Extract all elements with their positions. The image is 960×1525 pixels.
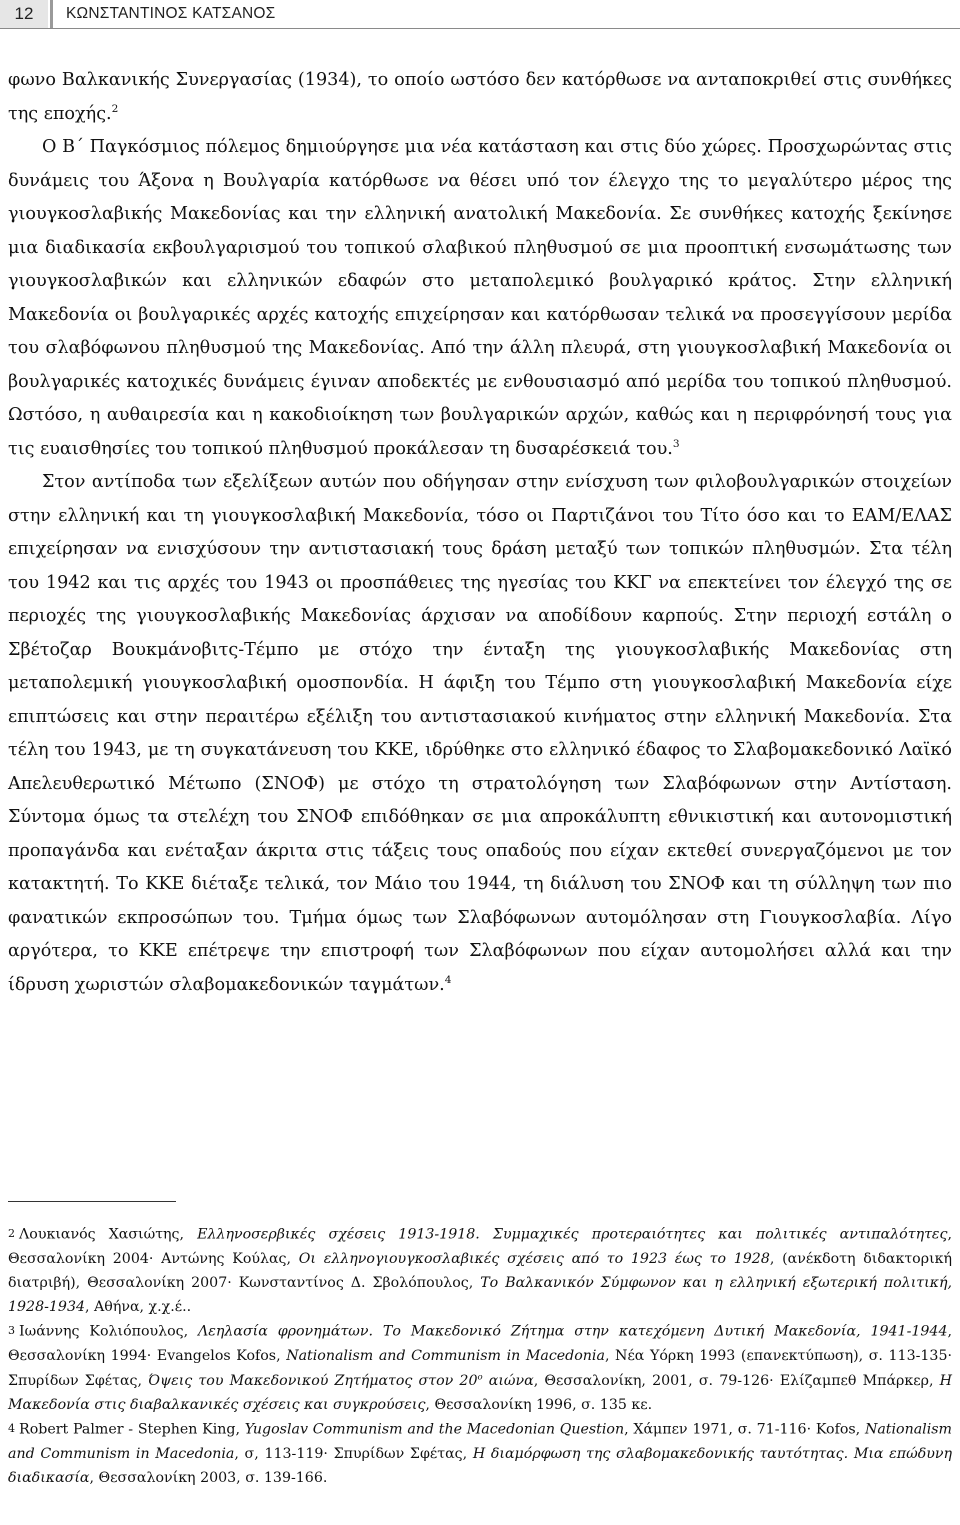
header-divider: [50, 0, 53, 28]
paragraph-3: [8, 466, 952, 1002]
footnote-text: , Θεσσαλονίκη, 2001, σ. 79-126· Ελίζαμπεθ Μπάρκερ,: [533, 1372, 940, 1389]
footnote-text: , Θεσσαλονίκη 1996, σ. 135 κε.: [425, 1396, 653, 1413]
footnote-text: , σ, 113-119· Σπυρίδων Σφέτας,: [234, 1445, 473, 1462]
paragraph-2: [8, 131, 952, 466]
footnote-text: , Νέα Υόρκη 1993 (επανεκτύπωση), σ. 113-135· Σπυρίδων Σφέτας,: [8, 1348, 952, 1389]
paragraph-3-text: Στον αντίποδα των εξελίξεων αυτών που οδήγησαν στην ενίσχυση των φιλοβουλγαρικών στοιχείων στην ελληνική και τη γιουγκοσλαβική Μακεδονία, τόσο οι Παρτιζάνοι του Τίτο όσο και το ΕΑΜ/ΕΛΑΣ επιχείρησαν να ενισχύσουν την αντιστασιακή τους δράση μεταξύ των τοπικών πληθυσμών. Στα τέλη του 1942 και τις αρχές του 1943 οι προσπάθειες της ηγεσίας του ΚΚΓ να επεκτείνει τον έλεγχό της σε περιοχές της γιουγκοσλαβικής Μακεδονίας άρχισαν να αποδίδουν καρπούς. Στην περιοχή εστάλη ο Σβέτοζαρ Βουκμάνοβιτς-Τέμπο με στόχο την ένταξη της γιουγκοσλαβικής Μακεδονίας στη μεταπολεμική γιουγκοσλαβική ομοσπονδία. Η άφιξη του Τέμπο στη γιουγκοσλαβική Μακεδονία είχε επιπτώσεις και στην περαιτέρω εξέλιξη του αντιστασιακού κινήματος στην ελληνική Μακεδονία. Στα τέλη του 1943, με τη συγκατάνευση του ΚΚΕ, ιδρύθηκε στο ελληνικό έδαφος το Σλαβομακεδονικό Λαϊκό Απελευθερωτικό Μέτωπο (ΣΝΟΦ) με στόχο τη στρατολόγηση των Σλαβόφωνων στην Αντίσταση. Σύντομα όμως τα στελέχη του ΣΝΟΦ επιδόθηκαν σε μια απροκάλυπτη εθνικιστική και αυτονομιστική προπαγάνδα και ενέταξαν άκριτα στις τάξεις τους οπαδούς που είχαν εκτεθεί συνεργαζόμενοι με τον κατακτητή. Το ΚΚΕ διέταξε τελικά, τον Μάιο του 1944, τη διάλυση του ΣΝΟΦ και τη σύλληψη των πιο φανατικών εκπροσώπων του. Τμήμα όμως των Σλαβόφωνων αυτομόλησαν στη Γιουγκοσλαβία. Λίγο αργότερα, το ΚΚΕ επέτρεψε την επιστροφή των Σλαβόφωνων που είχαν αυτομολήσει αλλά και την ίδρυση χωριστών σλαβομακεδονικών ταγμάτων.: [8, 472, 952, 995]
footnote-work-title-part: αιώνα: [482, 1372, 534, 1389]
footnote-ref-4[interactable]: 4: [444, 973, 452, 986]
footnote-text: , Θεσσαλονίκη 2003, σ. 139-166.: [89, 1470, 328, 1486]
header-rule: [0, 28, 960, 29]
running-title: ΚΩΝΣΤΑΝΤΙΝΟΣ ΚΑΤΣΑΝΟΣ: [66, 5, 276, 22]
footnote-4: [8, 1417, 952, 1490]
footnote-text: , Χάμπεν 1971, σ. 71-116· Kofos,: [624, 1421, 865, 1438]
footnote-3: [8, 1319, 952, 1416]
footnote-ref-3[interactable]: 3: [672, 437, 680, 450]
page-number: 12: [0, 0, 48, 28]
footnote-text: , (ανέκδοτη διδακτορική διατριβή), Θεσσαλονίκη 2007· Κωνσταντίνος Δ. Σβολόπουλος,: [8, 1250, 952, 1292]
footnotes: [8, 1222, 952, 1490]
body-text: [8, 64, 952, 1002]
footnote-text: , Θεσσαλονίκη 1994· Evangelos Kofos,: [8, 1324, 953, 1365]
footnote-work-title: Nationalism and Communism in Macedonia: [286, 1348, 605, 1365]
footnote-work-title: Ελληνοσερβικές σχέσεις 1913-1918. Συμμαχικές προτεραιότητες και πολιτικές αντιπαλότητες: [197, 1226, 948, 1243]
footnote-text: Ιωάννης Κολιόπουλος,: [19, 1324, 199, 1341]
footnote-number: 3: [8, 1324, 16, 1338]
footnote-work-title: Η Μακεδονία στις διαβαλκανικές σχέσεις και συγκρούσεις: [8, 1372, 952, 1413]
footnote-text: , Θεσσαλονίκη 2004· Αντώνης Κούλας,: [8, 1226, 952, 1267]
footnote-ref-2[interactable]: 2: [111, 102, 119, 115]
ordinal-superscript: ο: [477, 1372, 483, 1382]
footnote-number: 4: [8, 1421, 16, 1435]
footnote-work-title: Η διαμόρφωση της σλαβομακεδονικής ταυτότητας. Μια επώδυνη διαδικασία: [8, 1445, 952, 1486]
footnote-work-title: Yugoslav Communism and the Macedonian Question: [244, 1421, 625, 1438]
footnote-work-title: Nationalism and Communism in Macedonia: [8, 1421, 952, 1462]
footnote-text: Robert Palmer - Stephen King,: [19, 1421, 245, 1438]
footnote-work-title: Το Βαλκανικόν Σύμφωνον και η ελληνική εξωτερική πολιτική, 1928-1934: [8, 1275, 952, 1316]
footnote-work-title: Λεηλασία φρονημάτων. Το Μακεδονικό Ζήτημα στην κατεχόμενη Δυτική Μακεδονία, 1941-1944: [198, 1324, 948, 1341]
footnote-work-title: [148, 1373, 534, 1389]
footnote-work-title-part: Όψεις του Μακεδονικού Ζητήματος στον 20: [148, 1372, 478, 1389]
footnote-number: 2: [8, 1227, 16, 1240]
paragraph-1-text: φωνο Βαλκανικής Συνεργασίας (1934), το οποίο ωστόσο δεν κατόρθωσε να ανταποκριθεί στις συνθήκες της εποχής.: [8, 70, 952, 124]
running-header: [0, 0, 960, 28]
paragraph-1: [8, 64, 952, 131]
paragraph-2-text: Ο Β΄ Παγκόσμιος πόλεμος δημιούργησε μια νέα κατάσταση και στις δύο χώρες. Προσχωρώντας στις δυνάμεις του Άξονα η Βουλγαρία κατόρθωσε να θέσει υπό τον έλεγχο της το μεγαλύτερο μέρος της γιουγκοσλαβικής Μακεδονίας και την ελληνική ανατολική Μακεδονία. Σε συνθήκες κατοχής ξεκίνησε μια διαδικασία εκβουλγαρισμού του τοπικού σλαβικού πληθυσμού σε μια προοπτική ενσωμάτωσης των γιουγκοσλαβικών και ελληνικών εδαφών στο μεταπολεμικό βουλγαρικό κράτος. Στην ελληνική Μακεδονία οι βουλγαρικές αρχές κατοχής επιχείρησαν και κατόρθωσαν τελικά να προσεγγίσουν μερίδα του σλαβόφωνου πληθυσμού της Μακεδονίας. Από την άλλη πλευρά, στη γιουγκοσλαβική Μακεδονία οι βουλγαρικές κατοχικές δυνάμεις έγιναν αποδεκτές με ενθουσιασμό από μερίδα του τοπικού πληθυσμού. Ωστόσο, η αυθαιρεσία και η κακοδιοίκηση των βουλγαρικών αρχών, καθώς και η περιφρόνησή τους για τις ευαισθησίες του τοπικού πληθυσμού προκάλεσαν τη δυσαρέσκειά του.: [8, 137, 952, 459]
footnote-rule: [8, 1201, 176, 1202]
footnote-text: , Αθήνα, χ.χ.έ..: [85, 1299, 192, 1316]
footnote-2: [8, 1222, 952, 1319]
footnote-work-title: Οι ελληνογιουγκοσλαβικές σχέσεις από το 1923 έως το 1928: [298, 1250, 770, 1267]
footnote-text: Λουκιανός Χασιώτης,: [19, 1226, 198, 1243]
